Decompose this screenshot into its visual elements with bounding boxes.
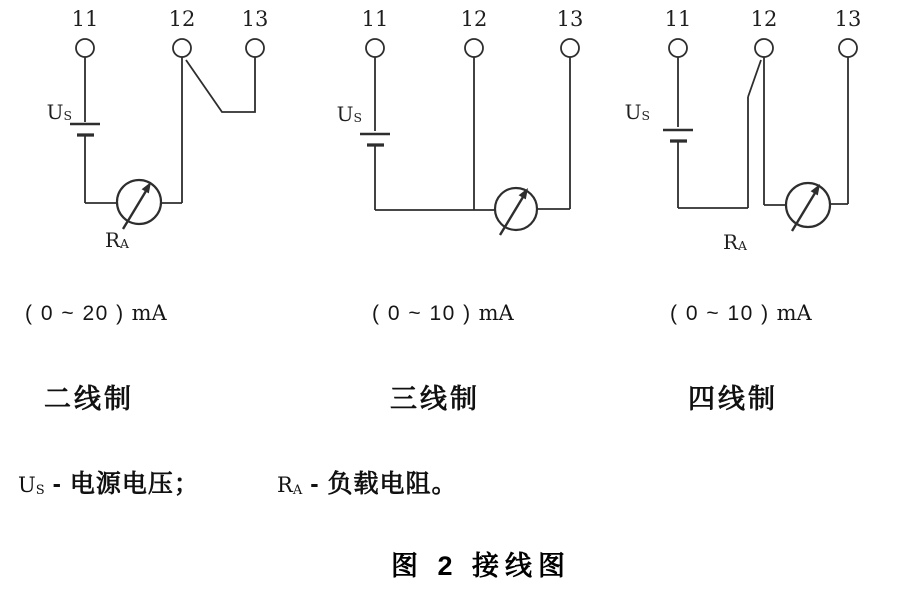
current-range-label: [670, 301, 812, 326]
terminal-12-icon: [465, 39, 483, 57]
legend-ra-description: - 负载电阻。: [310, 470, 458, 498]
terminal-label: 11: [361, 7, 389, 31]
source-voltage-symbol: U: [46, 100, 64, 124]
wiring-type-label-two-wire: 二线制: [44, 384, 134, 414]
terminal-13-icon: [839, 39, 857, 57]
wiring-type-label-three-wire: 三线制: [390, 384, 480, 414]
terminal-label: 12: [168, 7, 196, 31]
source-voltage-label: [606, 100, 650, 124]
two-wire-circuit: [70, 39, 264, 229]
current-range-value: ( 0 ~ 10 ): [670, 302, 770, 325]
terminal-11-icon: [76, 39, 94, 57]
terminal-label: 12: [750, 7, 778, 31]
load-resistance-subscript: A: [120, 236, 130, 252]
terminal-label: 11: [664, 7, 692, 31]
terminal-label: 11: [71, 7, 99, 31]
legend-us-subscript: S: [35, 482, 45, 498]
legend-us-main: U: [18, 473, 36, 497]
load-resistance-label: [105, 228, 129, 252]
load-resistance-symbol: R: [104, 228, 121, 252]
legend-us-symbol: [18, 473, 45, 497]
current-range-unit: mA: [478, 301, 514, 325]
load-resistance-symbol: R: [722, 230, 739, 254]
legend-ra-subscript: A: [292, 482, 303, 498]
legend-load-resistance: [277, 464, 458, 500]
terminal-label: 13: [556, 7, 584, 31]
legend-source-voltage: [18, 464, 200, 500]
source-voltage-subscript: S: [641, 108, 650, 124]
figure-caption: 图 2 接线图: [391, 551, 572, 581]
current-range-unit: mA: [776, 301, 812, 325]
terminal-label: 12: [460, 7, 488, 31]
load-resistance-label: [723, 230, 747, 254]
terminal-label: 13: [834, 7, 862, 31]
current-range-label: [25, 301, 167, 326]
source-voltage-symbol: U: [336, 102, 354, 126]
terminal-11-icon: [366, 39, 384, 57]
source-voltage-subscript: S: [353, 110, 362, 126]
three-wire-circuit: [360, 39, 579, 235]
source-voltage-label: [318, 102, 362, 126]
terminal-13-icon: [561, 39, 579, 57]
load-resistance-subscript: A: [738, 238, 748, 254]
legend-ra-symbol: [277, 473, 302, 497]
terminal-13-icon: [246, 39, 264, 57]
jumper-wire: [186, 57, 255, 112]
current-range-value: ( 0 ~ 20 ): [25, 302, 125, 325]
four-wire-circuit: [663, 39, 857, 231]
jumper-wire: [748, 60, 761, 97]
wiring-type-label-four-wire: 四线制: [688, 384, 778, 414]
current-range-unit: mA: [131, 301, 167, 325]
source-voltage-subscript: S: [63, 108, 72, 124]
current-range-label: [372, 301, 514, 326]
legend-ra-main: R: [277, 473, 293, 497]
current-range-value: ( 0 ~ 10 ): [372, 302, 472, 325]
source-voltage-symbol: U: [624, 100, 642, 124]
terminal-12-icon: [755, 39, 773, 57]
legend-us-description: - 电源电压；: [52, 470, 200, 498]
terminal-label: 13: [241, 7, 269, 31]
terminal-11-icon: [669, 39, 687, 57]
terminal-12-icon: [173, 39, 191, 57]
source-voltage-label: [28, 100, 72, 124]
